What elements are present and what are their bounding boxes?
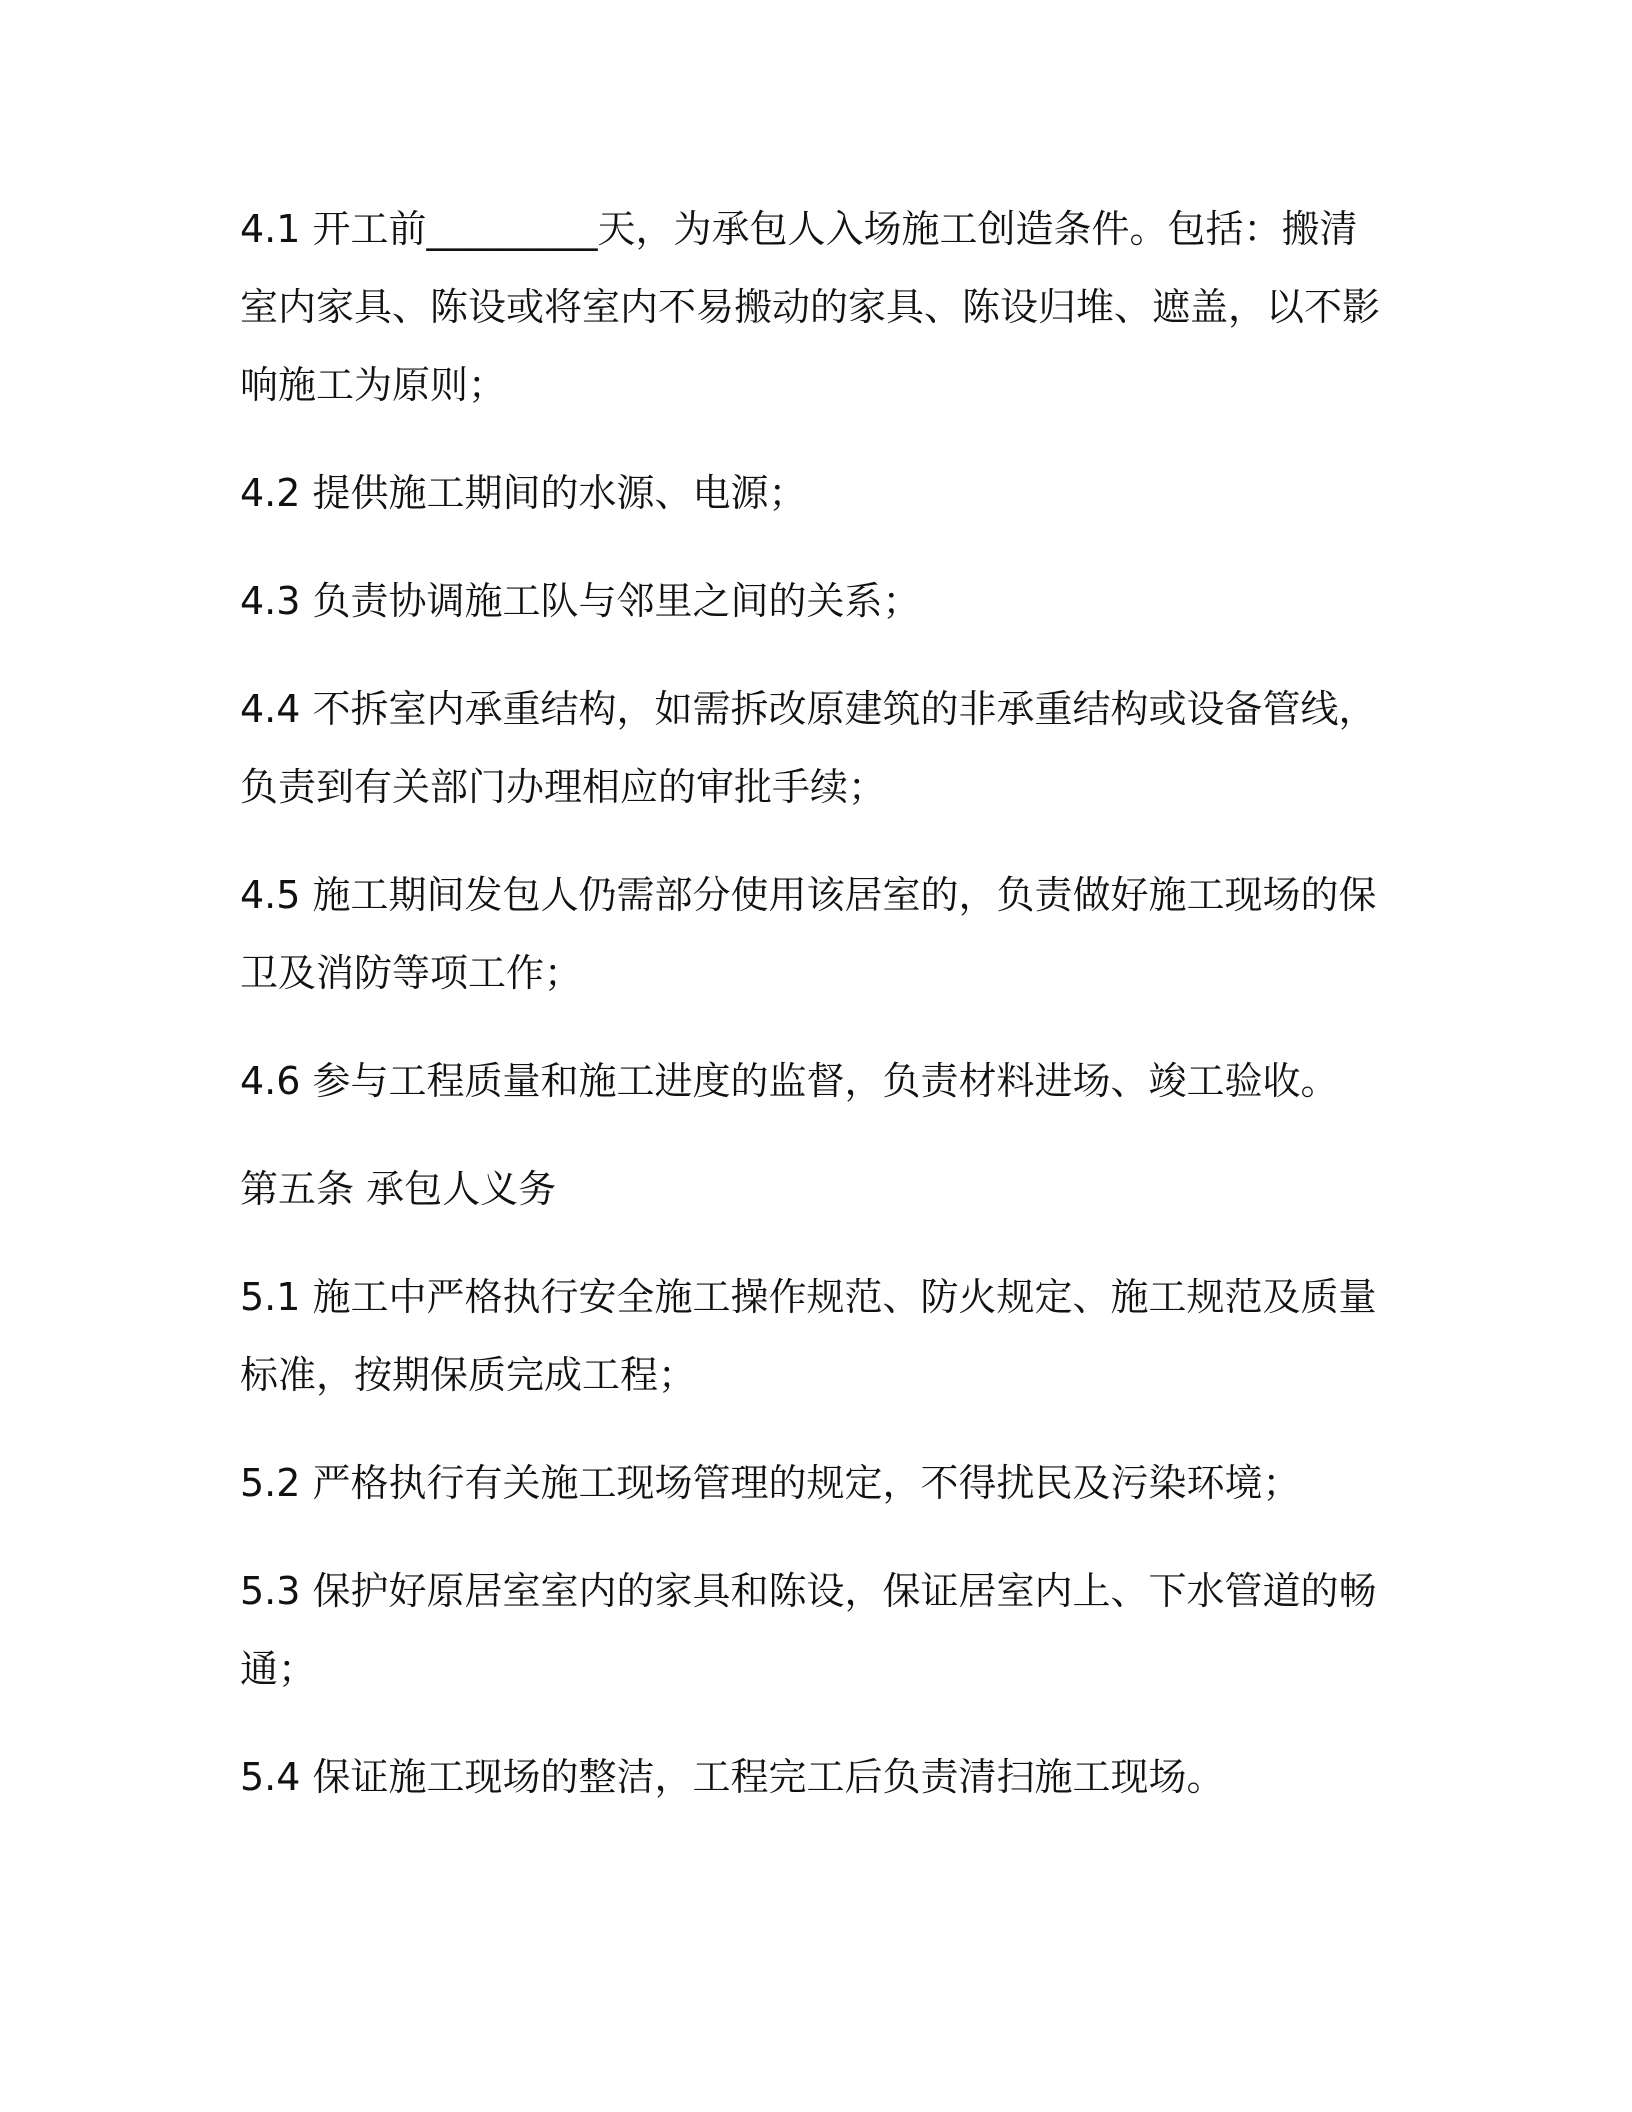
clause-4-6: 4.6 参与工程质量和施工进度的监督，负责材料进场、竣工验收。 bbox=[240, 1059, 1339, 1103]
article-5-heading: 第五条 承包人义务 bbox=[240, 1167, 557, 1211]
clause-5-1: 5.1 施工中严格执行安全施工操作规范、防火规定、施工规范及质量标准，按期保质完成工程； bbox=[240, 1275, 1377, 1397]
clause-5-3: 5.3 保护好原居室室内的家具和陈设，保证居室内上、下水管道的畅通； bbox=[240, 1569, 1377, 1691]
clause-4-2: 4.2 提供施工期间的水源、电源； bbox=[240, 471, 807, 515]
clause-4-4: 4.4 不拆室内承重结构，如需拆改原建筑的非承重结构或设备管线，负责到有关部门办理相应的审批手续； bbox=[240, 687, 1377, 809]
clause-4-3: 4.3 负责协调施工队与邻里之间的关系； bbox=[240, 579, 921, 623]
clause-4-5: 4.5 施工期间发包人仍需部分使用该居室的，负责做好施工现场的保卫及消防等项工作； bbox=[240, 873, 1377, 995]
clause-5-2: 5.2 严格执行有关施工现场管理的规定，不得扰民及污染环境； bbox=[240, 1461, 1301, 1505]
clause-5-4: 5.4 保证施工现场的整洁，工程完工后负责清扫施工现场。 bbox=[240, 1755, 1225, 1799]
clause-4-1: 4.1 开工前_________天，为承包人入场施工创造条件。包括：搬清室内家具、陈设或将室内不易搬动的家具、陈设归堆、遮盖，以不影响施工为原则； bbox=[240, 207, 1381, 407]
